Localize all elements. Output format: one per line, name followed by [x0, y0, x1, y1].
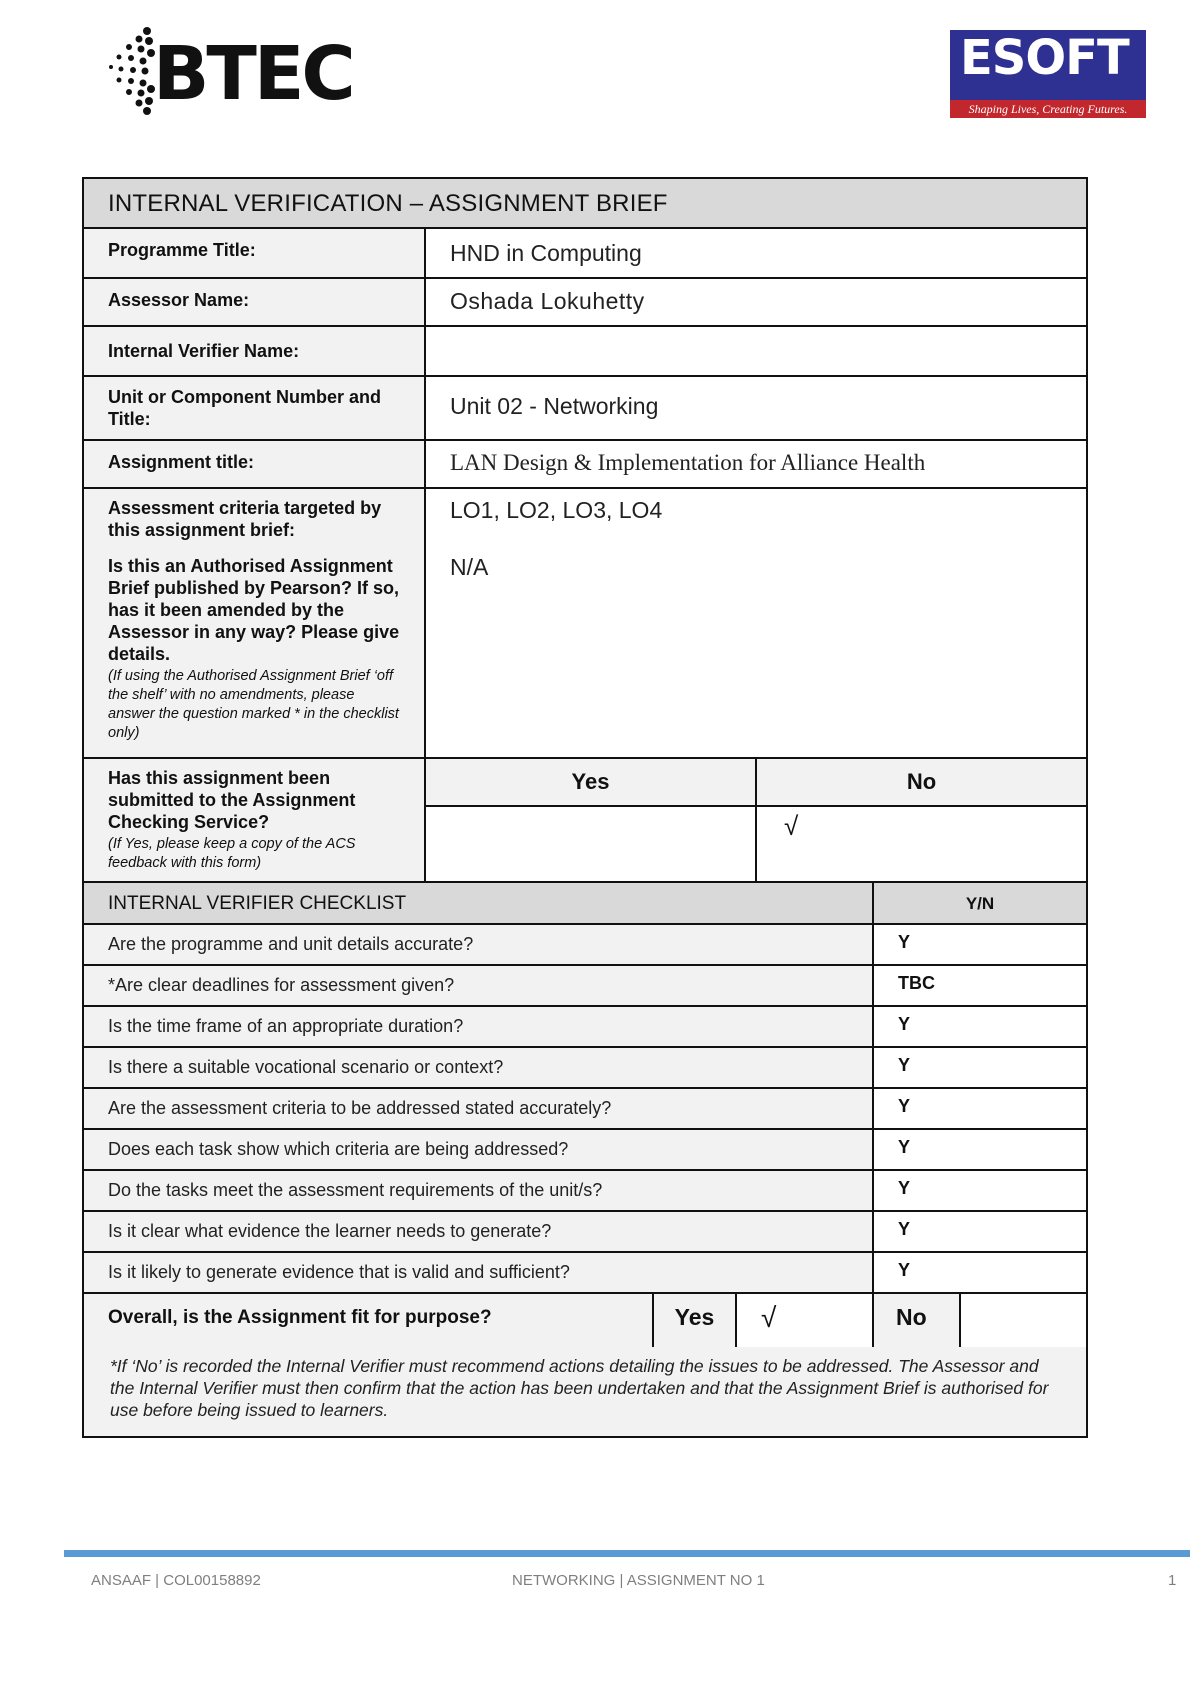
checklist-row: [84, 1007, 1086, 1048]
checklist-answer[interactable]: Y: [872, 1007, 1086, 1046]
overall-label: Overall, is the Assignment fit for purpose?: [108, 1307, 492, 1328]
checklist-answer[interactable]: Y: [872, 1048, 1086, 1087]
internal-verifier-value[interactable]: [426, 327, 1086, 375]
assignment-title-value[interactable]: LAN Design & Implementation for Alliance Health: [450, 450, 926, 475]
criteria-authorised-values: [426, 489, 1086, 757]
checklist-question: Is the time frame of an appropriate duration?: [108, 1016, 464, 1036]
acs-yes-cell[interactable]: [426, 807, 757, 881]
checklist-question: Do the tasks meet the assessment requirements of the unit/s?: [108, 1180, 603, 1200]
criteria-label: Assessment criteria targeted by this assignment brief:: [108, 498, 382, 540]
criteria-value[interactable]: LO1, LO2, LO3, LO4: [450, 497, 663, 523]
authorised-label: Is this an Authorised Assignment Brief published by Pearson? If so, has it been amended by the Assessor in any way? Please give details.: [108, 556, 400, 664]
checklist-row: [84, 966, 1086, 1007]
checklist-question: Are the programme and unit details accurate?: [108, 934, 474, 954]
checklist-answer[interactable]: Y: [872, 1212, 1086, 1251]
esoft-logo: [950, 30, 1146, 118]
criteria-authorised-row: [84, 489, 1086, 759]
checklist-answer[interactable]: Y: [872, 1089, 1086, 1128]
checklist-header: INTERNAL VERIFIER CHECKLIST: [108, 893, 407, 914]
internal-verifier-row: [84, 327, 1086, 377]
verification-form: [82, 177, 1088, 1438]
checklist-row: [84, 1130, 1086, 1171]
checklist-question: Is there a suitable vocational scenario or context?: [108, 1057, 504, 1077]
footer-center: NETWORKING | ASSIGNMENT NO 1: [512, 1572, 765, 1589]
authorised-value[interactable]: N/A: [450, 554, 489, 580]
footer-page-number: 1: [1168, 1572, 1177, 1589]
checklist-answer[interactable]: Y: [872, 925, 1086, 964]
checklist-answer[interactable]: Y: [872, 1253, 1086, 1292]
programme-label: Programme Title:: [84, 229, 426, 277]
esoft-wordmark: ESOFT: [960, 30, 1129, 86]
unit-label: Unit or Component Number and Title:: [84, 377, 426, 439]
assignment-title-label: Assignment title:: [84, 441, 426, 487]
checklist-row: [84, 1253, 1086, 1294]
checklist-answer[interactable]: Y: [872, 1171, 1086, 1210]
authorised-note: (If using the Authorised Assignment Brief ‘off the shelf’ with no amendments, please answer the question marked * in the checklist only): [108, 668, 399, 741]
form-title-row: [84, 179, 1086, 229]
btec-logo: [105, 25, 365, 120]
acs-yes-header: Yes: [426, 759, 757, 807]
overall-no-label: No: [872, 1294, 961, 1347]
acs-note: (If Yes, please keep a copy of the ACS feedback with this form): [108, 836, 356, 871]
acs-row: [84, 759, 1086, 883]
btec-wordmark: BTEC: [153, 31, 353, 117]
footer-divider: [64, 1550, 1190, 1557]
footer-left: ANSAAF | COL00158892: [91, 1572, 261, 1589]
checklist-row: [84, 1212, 1086, 1253]
checklist-question: Is it likely to generate evidence that is valid and sufficient?: [108, 1262, 570, 1282]
checklist-header-row: [84, 883, 1086, 925]
unit-value[interactable]: Unit 02 - Networking: [450, 393, 659, 419]
overall-row: [84, 1294, 1086, 1347]
programme-row: [84, 229, 1086, 279]
overall-yes-check[interactable]: √: [737, 1294, 872, 1347]
overall-footnote: *If ‘No’ is recorded the Internal Verifier must recommend actions detailing the issues to be addressed. The Assessor and the Internal Verifier must then confirm that the action has been undertaken and that the Assignment Brief is authorised for use before being issued to learners.: [84, 1347, 1086, 1436]
checklist-question: Are the assessment criteria to be addressed stated accurately?: [108, 1098, 612, 1118]
checklist-question: Is it clear what evidence the learner needs to generate?: [108, 1221, 552, 1241]
checklist-yn-header: Y/N: [872, 883, 1086, 923]
checklist-question: *Are clear deadlines for assessment given?: [108, 975, 455, 995]
programme-value[interactable]: HND in Computing: [450, 240, 642, 266]
checklist-answer[interactable]: Y: [872, 1130, 1086, 1169]
assessor-label: Assessor Name:: [84, 279, 426, 325]
assessor-row: [84, 279, 1086, 327]
esoft-tagline: Shaping Lives, Creating Futures.: [968, 102, 1128, 116]
checklist-question: Does each task show which criteria are being addressed?: [108, 1139, 569, 1159]
checklist-row: [84, 1171, 1086, 1212]
overall-no-check[interactable]: [961, 1294, 1086, 1347]
acs-label-cell: [84, 759, 426, 881]
acs-no-check[interactable]: √: [784, 811, 799, 841]
internal-verifier-label: Internal Verifier Name:: [84, 327, 426, 375]
unit-row: [84, 377, 1086, 441]
checklist-answer[interactable]: TBC: [872, 966, 1086, 1005]
checklist-row: [84, 1048, 1086, 1089]
criteria-authorised-labels: [84, 489, 426, 757]
checklist-row: [84, 1089, 1086, 1130]
assessor-value[interactable]: Oshada Lokuhetty: [450, 288, 645, 314]
assignment-title-row: [84, 441, 1086, 489]
acs-no-header: No: [757, 759, 1086, 807]
acs-label: Has this assignment been submitted to the Assignment Checking Service?: [108, 768, 356, 832]
checklist-row: [84, 925, 1086, 966]
overall-yes-label: Yes: [652, 1294, 737, 1347]
form-title: INTERNAL VERIFICATION – ASSIGNMENT BRIEF: [108, 190, 668, 217]
